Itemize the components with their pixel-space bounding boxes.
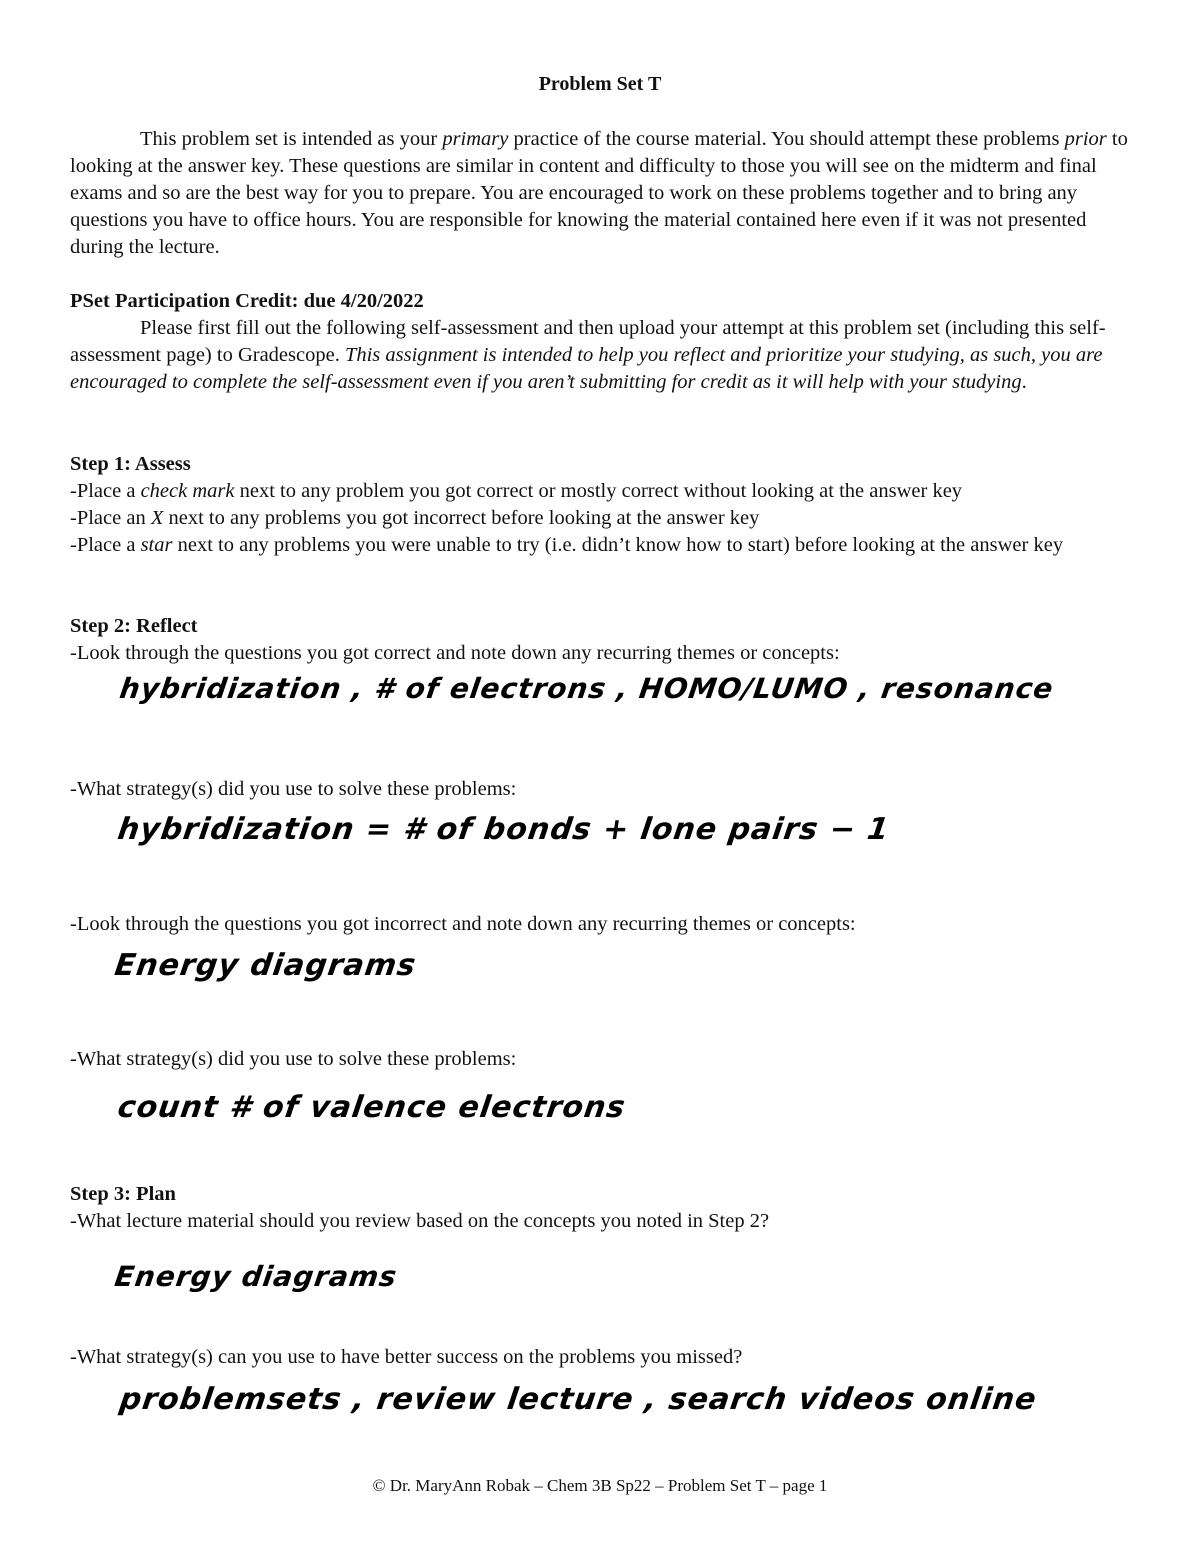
intro-emphasis-2: prior <box>1064 128 1107 150</box>
step2-question-3: -Look through the questions you got incorrect and note down any recurring themes or concepts: <box>70 913 856 935</box>
page-title: Problem Set T <box>538 73 662 95</box>
step1-line-x: -Place an X next to any problems you got incorrect before looking at the answer key <box>70 507 760 529</box>
intro-text-1: This problem set is intended as your <box>140 128 443 150</box>
step2-q2-block <box>70 776 1132 803</box>
step3-q2-block <box>70 1344 1132 1371</box>
handwritten-answer-1: hybridization , # of electrons , HOMO/LUMO , resonance <box>117 672 1056 705</box>
participation-heading: PSet Participation Credit: due 4/20/2022 <box>70 290 424 312</box>
step2-heading: Step 2: Reflect <box>70 615 198 637</box>
page-footer: © Dr. MaryAnn Robak – Chem 3B Sp22 – Problem Set T – page 1 <box>372 1476 828 1495</box>
participation-section <box>70 288 1132 396</box>
step2-question-1: -Look through the questions you got correct and note down any recurring themes or concepts: <box>70 642 840 664</box>
handwritten-answer-2: hybridization = # of bonds + lone pairs − 1 <box>115 812 892 847</box>
step3-section <box>70 1181 1132 1235</box>
step2-q3-block <box>70 911 1132 938</box>
handwritten-answer-3: Energy diagrams <box>112 948 419 983</box>
step3-heading: Step 3: Plan <box>70 1183 176 1205</box>
intro-text-3: to looking at the answer key. These questions are similar in content and difficulty to those you will see on the midterm and final exams and so are the best way for you to prepare. You are encouraged to work on these problems together and to bring any questions you have to office hours. You are responsible for knowing the material contained here even if it was not presented during the lecture. <box>70 128 1128 258</box>
handwritten-answer-4: count # of valence electrons <box>115 1090 628 1125</box>
step2-q4-block <box>70 1046 1132 1073</box>
handwritten-answer-6: problemsets , review lecture , search videos online <box>117 1382 1040 1417</box>
step1-heading: Step 1: Assess <box>70 453 191 475</box>
step3-question-1: -What lecture material should you review based on the concepts you noted in Step 2? <box>70 1210 770 1232</box>
step2-section <box>70 613 1132 667</box>
intro-emphasis-1: primary <box>442 128 509 150</box>
intro-paragraph <box>70 126 1132 261</box>
participation-text-1: Please first fill out the following self-assessment and then upload your attempt at this problem set (including this self-assessment page) to Gradescope. <box>70 317 1106 366</box>
step1-line-check: -Place a check mark next to any problem you got correct or mostly correct without looking at the answer key <box>70 480 963 502</box>
step3-question-2: -What strategy(s) can you use to have better success on the problems you missed? <box>70 1346 743 1368</box>
step1-section <box>70 451 1132 559</box>
handwritten-answer-5: Energy diagrams <box>112 1260 400 1293</box>
participation-emphasis: This assignment is intended to help you reflect and prioritize your studying, as such, you are encouraged to complete the self-assessment even if you aren’t submitting for credit as it will help with your studying <box>70 344 1103 393</box>
intro-text-2: practice of the course material. You should attempt these problems <box>508 128 1065 150</box>
step1-line-star: -Place a star next to any problems you were unable to try (i.e. didn’t know how to start) before looking at the answer key <box>70 534 1064 556</box>
step2-question-4: -What strategy(s) did you use to solve these problems: <box>70 1048 517 1070</box>
participation-text-2: . <box>1021 371 1027 393</box>
step2-question-2: -What strategy(s) did you use to solve these problems: <box>70 778 517 800</box>
